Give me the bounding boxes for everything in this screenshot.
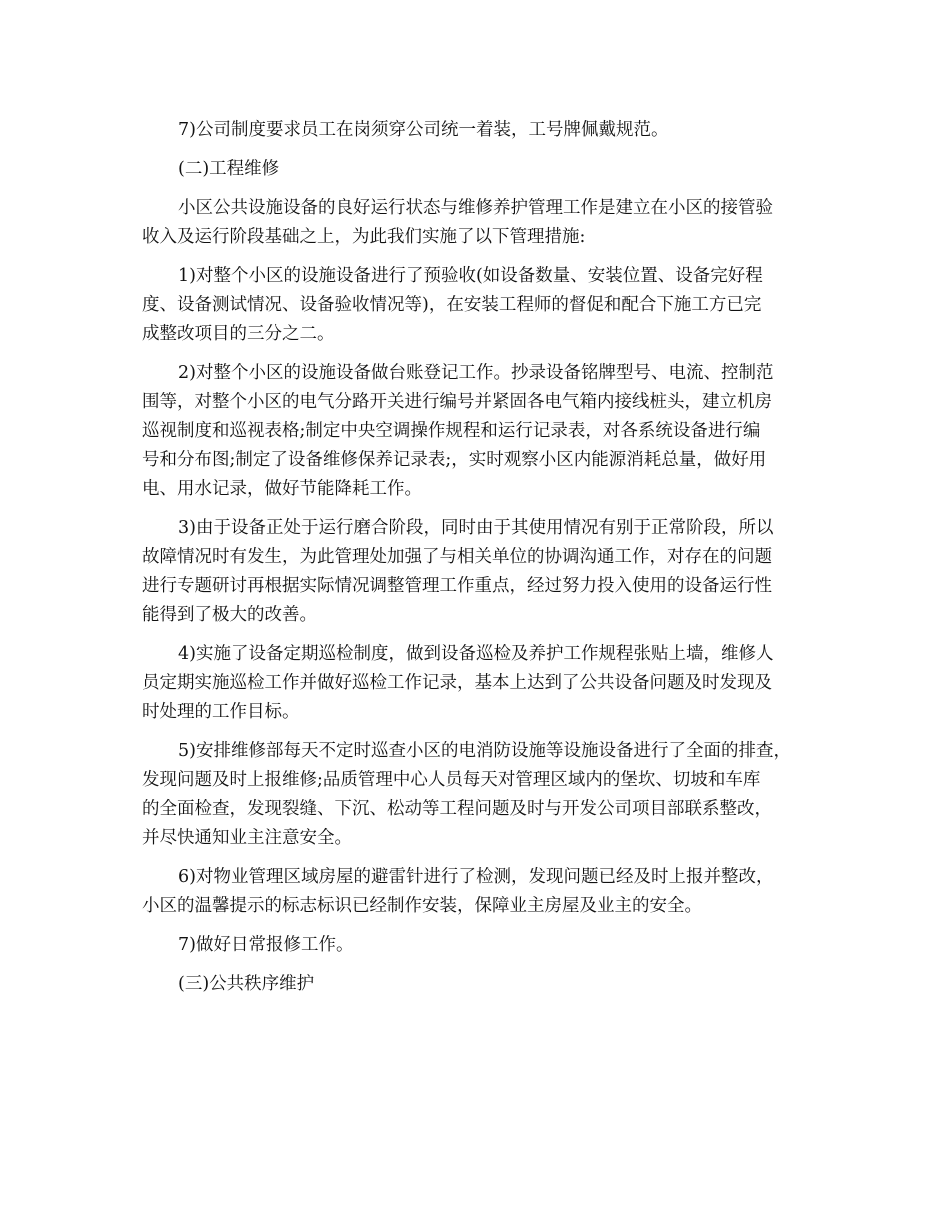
paragraph-line: 号和分布图;制定了设备维修保养记录表;，实时观察小区内能源消耗总量，做好用	[142, 450, 767, 470]
paragraph	[142, 359, 822, 504]
paragraph-first-line: 6)对物业管理区域房屋的避雷针进行了检测，发现问题已经及时上报并整改，	[178, 867, 774, 887]
paragraph-first-line: 1)对整个小区的设施设备进行了预验收(如设备数量、安装位置、设备完好程	[178, 266, 763, 286]
paragraph	[142, 514, 822, 630]
paragraph-line: 电、用水记录，做好节能降耗工作。	[142, 479, 422, 499]
paragraph-line: 度、设备测试情况、设备验收情况等)，在安装工程师的督促和配合下施工方已完	[142, 295, 762, 315]
paragraph-first-line: 7)做好日常报修工作。	[178, 935, 354, 955]
paragraph-line: 成整改项目的三分之二。	[142, 324, 335, 344]
paragraph-first-line: 7)公司制度要求员工在岗须穿公司统一着装，工号牌佩戴规范。	[178, 120, 669, 140]
paragraph-line: 并尽快通知业主注意安全。	[142, 828, 352, 848]
paragraph-line: 时处理的工作目标。	[142, 702, 300, 722]
paragraph-first-line: 小区公共设施设备的良好运行状态与维修养护管理工作是建立在小区的接管验	[178, 198, 773, 218]
paragraph-line: 进行专题研讨再根据实际情况调整管理工作重点，经过努力投入使用的设备运行性	[142, 576, 772, 596]
paragraph-first-line: (二)工程维修	[178, 159, 280, 179]
paragraph-first-line: 3)由于设备正处于运行磨合阶段，同时由于其使用情况有别于正常阶段，所以	[178, 518, 774, 538]
paragraph-line: 员定期实施巡检工作并做好巡检工作记录，基本上达到了公共设备问题及时发现及	[142, 673, 772, 693]
paragraph-line: 小区的温馨提示的标志标识已经制作安装，保障业主房屋及业主的安全。	[142, 896, 702, 916]
paragraph	[142, 262, 822, 349]
paragraph-line: 故障情况时有发生，为此管理处加强了与相关单位的协调沟通工作，对存在的问题	[142, 547, 772, 567]
paragraph-first-line: (三)公共秩序维护	[178, 974, 315, 994]
paragraph-first-line: 4)实施了设备定期巡检制度，做到设备巡检及养护工作规程张贴上墙，维修人	[178, 644, 774, 664]
document-body	[142, 116, 822, 999]
paragraph	[142, 640, 822, 727]
paragraph	[142, 931, 822, 960]
paragraph	[142, 155, 822, 184]
paragraph-line: 发现问题及时上报维修;品质管理中心人员每天对管理区域内的堡坎、切坡和车库	[142, 770, 761, 790]
paragraph-line: 巡视制度和巡视表格;制定中央空调操作规程和运行记录表，对各系统设备进行编	[142, 421, 761, 441]
paragraph	[142, 116, 822, 145]
paragraph-line: 的全面检查，发现裂缝、下沉、松动等工程问题及时与开发公司项目部联系整改，	[142, 799, 772, 819]
paragraph-line: 围等，对整个小区的电气分路开关进行编号并紧固各电气箱内接线桩头，建立机房	[142, 392, 772, 412]
paragraph	[142, 737, 822, 853]
paragraph	[142, 863, 822, 921]
paragraph-line: 能得到了极大的改善。	[142, 605, 317, 625]
paragraph	[142, 194, 822, 252]
paragraph-line: 收入及运行阶段基础之上，为此我们实施了以下管理措施:	[142, 227, 586, 247]
paragraph-first-line: 5)安排维修部每天不定时巡查小区的电消防设施等设施设备进行了全面的排查，	[178, 741, 791, 761]
paragraph	[142, 970, 822, 999]
paragraph-first-line: 2)对整个小区的设施设备做台账登记工作。抄录设备铭牌型号、电流、控制范	[178, 363, 774, 383]
